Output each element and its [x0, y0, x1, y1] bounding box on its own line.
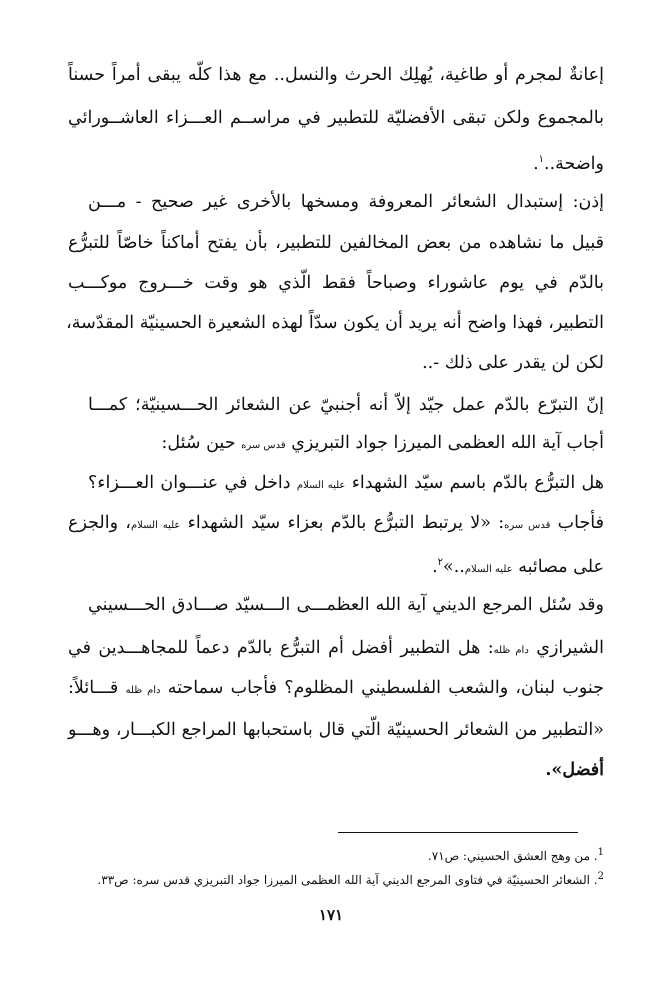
- honorific: قدس سره: [504, 520, 551, 531]
- text-fragment: داخل في عنـــوان العـــزاء؟: [88, 473, 291, 493]
- text-line: التطبير، فهذا واضح أنه يريد أن يكون سدّاً لهذه الشعيرة الحسينيّة المقدّسة،: [66, 313, 604, 333]
- honorific: عليه السلام: [130, 520, 181, 531]
- text-fragment: فأجاب: [557, 513, 604, 533]
- text-fragment: ، والجزع: [68, 513, 131, 533]
- footnote-divider: [338, 832, 578, 833]
- text-line: [68, 511, 604, 538]
- text-line: إعانةٌ لمجرم أو طاغية، يُهلِك الحرث والنسل.. مع هذا كلّه يبقى أمراً حسناً: [68, 65, 604, 85]
- honorific: عليه السلام: [464, 563, 513, 575]
- text-line: أفضل».: [545, 760, 604, 780]
- page-number: ١٧١: [318, 906, 344, 924]
- text-line: واضحة..$^١$.: [533, 153, 604, 174]
- footnote-1: [428, 845, 604, 864]
- honorific: قدس سره: [241, 440, 286, 451]
- text-line: بالمجموع ولكن تبقى الأفضليّة للتطبير في مراســم العـــزاء العاشــورائي: [68, 108, 604, 128]
- text-line: إنّ التبرّع بالدّم عمل جيّد إلاّ أنه أجنبيّ عن الشعائر الحـــسينيّة؛ كمـــا: [88, 395, 604, 415]
- text-fragment: على مصائبه: [518, 556, 604, 577]
- text-line: إذن: إستبدال الشعائر المعروفة ومسخها بالأخرى غير صحيح - مـــن: [88, 192, 604, 212]
- text-line: قبيل ما نشاهده من بعض المخالفين للتطبير، بأن يفتح أماكناً خاصّاً للتبرُّع: [68, 233, 604, 253]
- text-line: على مصائبه عليه السلام..»$^٢$.: [432, 556, 604, 577]
- text-line: [88, 471, 604, 498]
- text-line: بالدّم في يوم عاشوراء وصباحاً فقط الّذي هو وقت خـــروج موكـــب: [68, 273, 604, 293]
- footnote-2: [97, 869, 604, 888]
- text-line: وقد سُئل المرجع الديني آية الله العظمـــى الـــسيّد صـــادق الحـــسيني: [88, 595, 604, 615]
- text-fragment: هل التبرُّع بالدّم باسم سيّد الشهداء: [351, 473, 604, 493]
- footnote-text: . من وهج العشق الحسيني: ص٧١.: [427, 849, 598, 863]
- footnote-text: . الشعائر الحسينيّة في فتاوى المرجع الديني آية الله العظمى الميرزا جواد التبريزي قدس سره: ص٣٣.: [97, 873, 598, 887]
- text-fragment: حين سُئل:: [161, 433, 236, 453]
- honorific: دام ظله: [125, 685, 161, 696]
- honorific: عليه السلام: [296, 480, 346, 491]
- text-line: «التطبير من الشعائر الحسينيّة الّتي قال باستحبابها المراجع الكبـــار، وهـــو: [68, 720, 604, 740]
- text-fragment: جنوب لبنان، والشعب الفلسطيني المظلوم؟ فأجاب سماحته: [167, 678, 605, 698]
- honorific: دام ظله: [493, 645, 529, 656]
- text-fragment: ..»: [443, 556, 465, 577]
- text-line: لكن لن يقدر على ذلك -..: [422, 353, 604, 373]
- text-line: [68, 636, 604, 663]
- footnote-mark: ٢: [437, 557, 444, 568]
- text-fragment: واضحة..: [544, 153, 604, 174]
- footnote-number: 2: [597, 871, 604, 882]
- text-fragment: : «لا يرتبط التبرُّع بالدّم بعزاء سيّد الشهداء: [187, 513, 505, 533]
- text-line: [68, 431, 604, 458]
- text-fragment: : هل التطبير أفضل أم التبرُّع بالدّم دعماً للمجاهـــدين في: [68, 638, 494, 658]
- footnote-number: 1: [597, 847, 604, 858]
- text-fragment: قـــائلاً:: [68, 678, 119, 698]
- text-fragment: الشيرازي: [536, 638, 605, 658]
- footnote-mark: ١: [538, 154, 545, 165]
- text-fragment: أجاب آية الله العظمى الميرزا جواد التبريزي: [291, 433, 604, 453]
- text-line: [68, 676, 604, 703]
